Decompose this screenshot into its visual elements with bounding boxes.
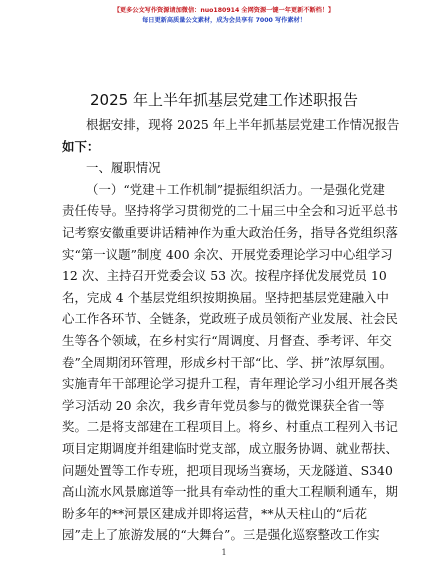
body-text-line: 记考察安徽重要讲话精神作为重大政治任务，指导各党组织落 <box>62 224 398 240</box>
body-text-line: 心工作各环节、全链条，党政班子成员领衔产业发展、社会民 <box>62 311 398 327</box>
body-text-line: 高山流水风景廊道等一批具有牵动性的重大工程顺利通车，期 <box>62 484 398 500</box>
body-text-line: 12 次、主持召开党委会议 53 次。按程序择优发展党员 10 <box>62 268 387 284</box>
body-text-line: 名，完成 4 个基层党组织按期换届。坚持把基层党建融入中 <box>62 289 389 305</box>
page-number: 1 <box>221 548 227 557</box>
body-text-line: 生等各个领域，在乡村实行“周调度、月督查、季考评、年交 <box>62 332 392 348</box>
body-text-line: 实“第一议题”制度 400 余次、开展党委理论学习中心组学习 <box>62 246 393 262</box>
body-text-line: 学习活动 20 余次，我乡青年党员参与的微党课获全省一等 <box>62 397 385 413</box>
body-text-line: 盼多年的**河景区建成并即将运营，**从天柱山的“后花 <box>62 505 368 521</box>
promo-banner-line-2: 每日更新高质量公文素材，成为会员享有 7000 写作素材！ <box>142 17 306 24</box>
body-text-line: 项目定期调度并组建临时党支部，成立服务协调、就业帮扶、 <box>62 440 398 456</box>
body-text-line: 如下： <box>62 138 100 154</box>
body-text-line: 根据安排，现将 2025 年上半年抓基层党建工作情况报告 <box>86 117 400 132</box>
body-text-line: （一）“党建＋工作机制”提振组织活力。一是强化党建 <box>86 181 385 197</box>
body-text-line: 园”走上了旅游发展的“大舞台”。三是强化巡察整改工作实 <box>62 527 380 543</box>
promo-banner-line-1: 【更多公文写作资源请加微信：nuo180914 全网资源一键一年更新不断档！】 <box>113 7 335 14</box>
document-title: 2025 年上半年抓基层党建工作述职报告 <box>90 91 358 109</box>
body-text-line: 实施青年干部理论学习提升工程，青年理论学习小组开展各类 <box>62 376 398 392</box>
body-text-line: 卷”全周期闭环管理，形成乡村干部“比、学、拼”浓厚氛围。 <box>62 354 393 370</box>
body-text-line: 责任传导。坚持将学习贯彻党的二十届三中全会和习近平总书 <box>62 203 398 219</box>
body-text-line: 奖。二是将支部建在工程项目上。将乡、村重点工程列入书记 <box>62 419 398 435</box>
document-body <box>62 114 400 546</box>
body-text-line: 一、履职情况 <box>86 160 161 176</box>
body-text-line: 问题处置等工作专班，把项目现场当赛场，天龙隧道、S340 <box>62 462 393 478</box>
